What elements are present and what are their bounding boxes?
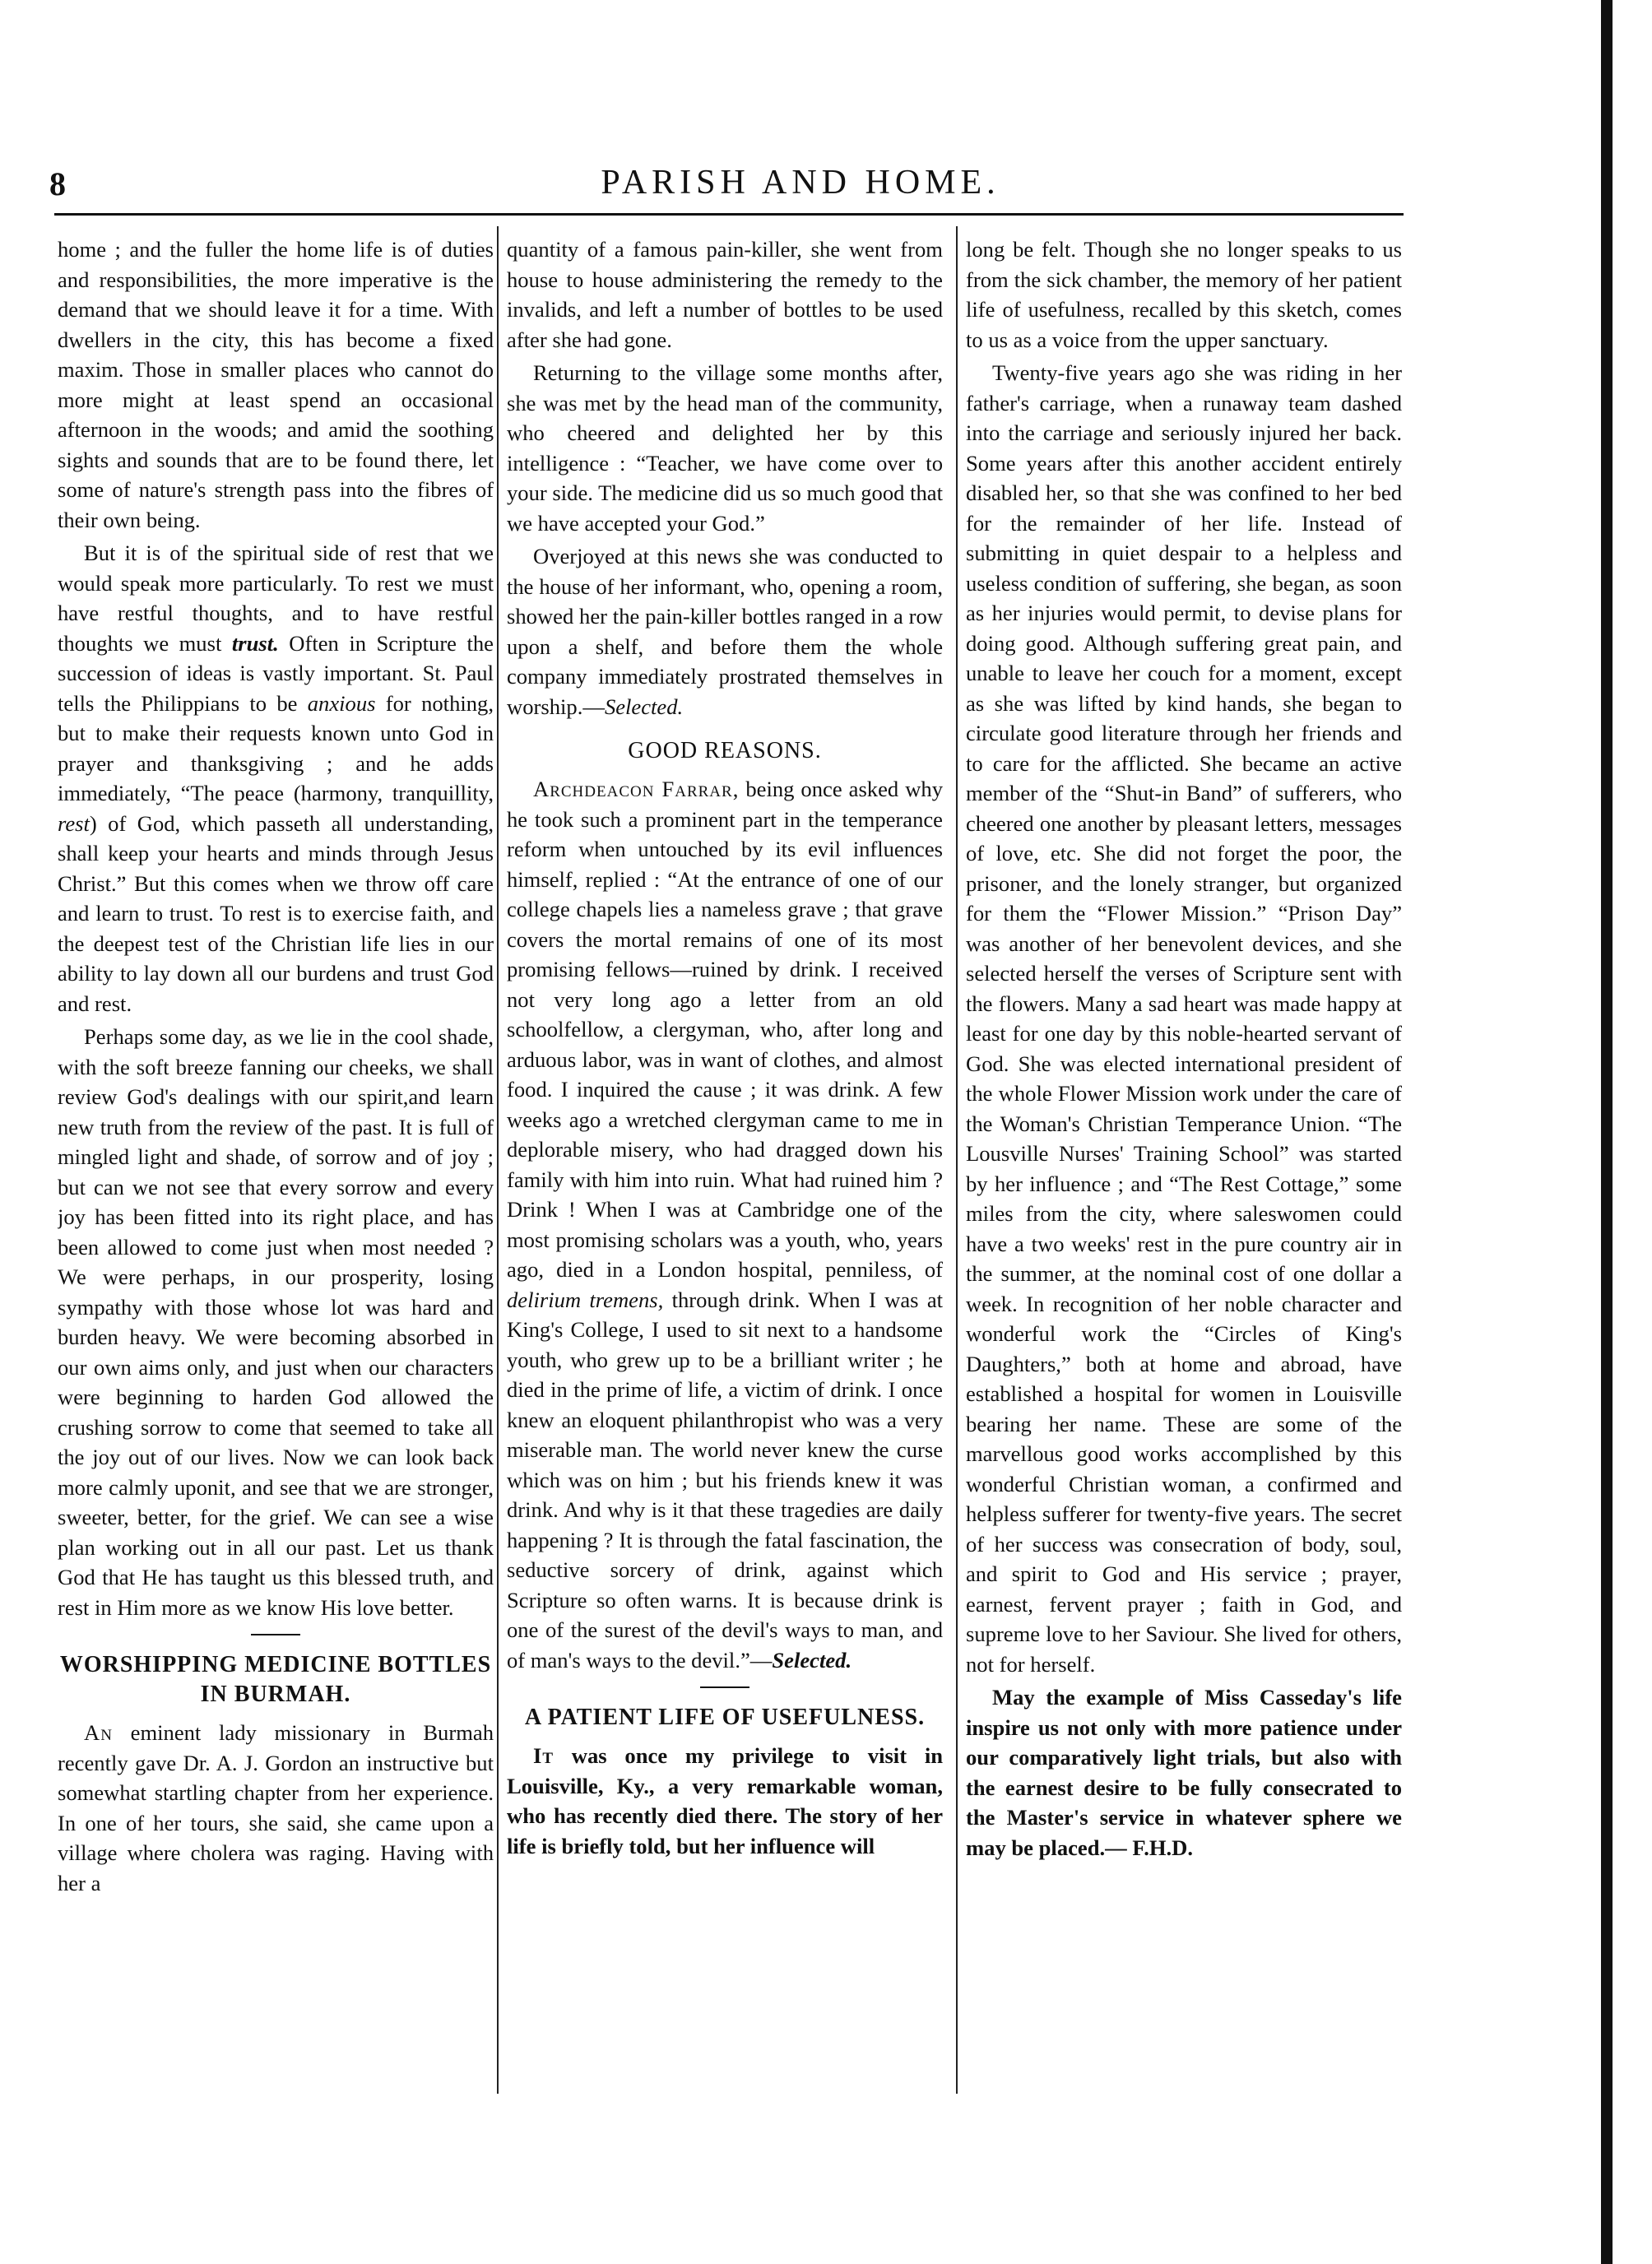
scan-edge-bar xyxy=(1601,0,1613,2264)
section-separator xyxy=(251,1634,300,1635)
column-2 xyxy=(507,234,943,2085)
paragraph: But it is of the spiritual side of rest that we would speak more particularly. To rest we must have restful thoughts, and to have restful thoughts we must trust. Often in Scripture the succession of ideas is vastly important. St. Paul tells the Philippians to be anxious for nothing, but to make their requests known unto God in prayer and thanksgiving ; and he adds immediately, “The peace (harmony, tranquillity, rest) of God, which passeth all understanding, shall keep your hearts and minds through Jesus Christ.” But this comes when we throw off care and learn to trust. To rest is to exercise faith, and the deepest test of the Christian life lies in our ability to lay down all our burdens and trust God and rest. xyxy=(58,540,494,1016)
paragraph: Overjoyed at this news she was conducted to the house of her informant, who, opening a room, showed her the pain-killer bottles ranged in a row upon a shelf, and before them the whole company immediately prostrated themselves in worship.—Selected. xyxy=(507,544,943,719)
section-separator xyxy=(700,1686,749,1688)
paragraph: An eminent lady missionary in Burmah recently gave Dr. A. J. Gordon an instructive but somewhat startling chapter from her experience. In one of her tours, she said, she came upon a village where cholera was raging. Having with her a xyxy=(58,1720,494,1895)
paragraph: Returning to the village some months after, she was met by the head man of the community, who cheered and delighted her by this intelligence : “Teacher, we have come over to your side. The medicine did us so much good that we have accepted your God.” xyxy=(507,360,943,536)
page-number: 8 xyxy=(49,165,66,202)
paragraph: May the example of Miss Casseday's life inspire us not only with more patience under our comparatively light trials, but also with the earnest desire to be fully consecrated to the Master's service in whatever sphere we may be placed.— F.H.D. xyxy=(966,1685,1402,1860)
section-heading: A PATIENT LIFE OF USEFULNESS. xyxy=(524,1705,926,1730)
paragraph: It was once my privilege to visit in Louisville, Ky., a very remarkable woman, who has recently died there. The story of her life is briefly told, but her influence will xyxy=(507,1743,943,1858)
paragraph: home ; and the fuller the home life is of duties and responsibilities, the more imperative is the demand that we should leave it for a time. With dwellers in the city, this has become a fixed maxim. Those in smaller places who cannot do more might at least spend an occasional afternoon in the woods; and amid the soothing sights and sounds that are to be found there, let some of nature's strength pass into the fibres of their own being. xyxy=(58,237,494,532)
paragraph: long be felt. Though she no longer speaks to us from the sick chamber, the memory of her patient life of usefulness, recalled by this sketch, comes to us as a voice from the upper sanctuary. xyxy=(966,237,1402,352)
paragraph: Perhaps some day, as we lie in the cool shade, with the soft breeze fanning our cheeks, we shall review God's dealings with our spirit,and learn new truth from the review of the past. It is full of mingled light and shade, of sorrow and of joy ; but can we not see that every sorrow and every joy has been fitted into its right place, and has been allowed to come just when most needed ? We were perhaps, in our prosperity, losing sympathy with those whose lot was hard and burden heavy. We were becoming absorbed in our own aims only, and just when our characters were beginning to harden God allowed the crushing sorrow to come that seemed to take all the joy out of our lives. Now we can look back more calmly uponit, and see that we are stronger, sweeter, better, for the grief. We can see a wise plan working out in all our past. Let us thank God that He has taught us this blessed truth, and rest in Him more as we know His love better. xyxy=(58,1024,494,1620)
column-1 xyxy=(58,234,494,2085)
section-heading: WORSHIPPING MEDICINE BOTTLES IN BURMAH. xyxy=(59,1652,492,1707)
page-title: PARISH AND HOME. xyxy=(601,164,1000,202)
header-rule xyxy=(54,213,1404,216)
column-divider-1 xyxy=(497,226,499,2094)
column-divider-2 xyxy=(956,226,958,2094)
section-heading: GOOD REASONS. xyxy=(628,738,822,763)
paragraph: Archdeacon Farrar, being once asked why he took such a prominent part in the temperance reform when untouched by its evil influences himself, replied : “At the entrance of one of our college chapels lies a nameless grave ; that grave covers the mortal remains of one of its most promising fellows—ruined by drink. I received not very long ago a letter from an old schoolfellow, a clergyman, who, after long and arduous labor, was in want of clothes, and almost food. I inquired the cause ; it was drink. A few weeks ago a wretched clergyman came to me in deplorable misery, who had dragged down his family with him into ruin. What had ruined him ? Drink ! When I was at Cambridge one of the most promising scholars was a youth, who, years ago, died in a London hospital, penniless, of delirium tremens, through drink. When I was at King's College, I used to sit next to a handsome youth, who grew up to be a brilliant writer ; he died in the prime of life, a victim of drink. I once knew an eloquent philanthropist who was a very miserable man. The world never knew the curse which was on him ; but his friends knew it was drink. And why is it that these tragedies are daily happening ? It is through the fatal fascination, the seductive sorcery of drink, against which Scripture so often warns. It is because drink is one of the surest of the devil's ways to man, and of man's ways to the devil.”—Selected. xyxy=(507,777,943,1672)
paragraph: Twenty-five years ago she was riding in her father's carriage, when a runaway team dashed into the carriage and seriously injured her back. Some years after this another accident entirely disabled her, so that she was confined to her bed for the remainder of her life. Instead of submitting in quiet despair to a helpless and useless condition of suffering, she began, as soon as her injuries would permit, to devise plans for doing good. Although suffering great pain, and unable to leave her couch for a moment, except as she was lifted by kind hands, she began to circulate good literature through her friends and to care for the afflicted. She became an active member of the “Shut-in Band” of sufferers, who cheered one another by pleasant letters, messages of love, etc. She did not forget the poor, the prisoner, and the lonely stranger, but organized for them the “Flower Mission.” “Prison Day” was another of her benevolent devices, and she selected herself the verses of Scripture sent with the flowers. Many a sad heart was made happy at least for one day by this noble-hearted servant of God. She was elected international president of the whole Flower Mission work under the care of the Woman's Christian Temperance Union. “The Lousville Nurses' Training School” was started by her influence ; and “The Rest Cottage,” some miles from the city, where saleswomen could have a two weeks' rest in the pure country air in the summer, at the nominal cost of one dollar a week. In recognition of her noble character and wonderful work the “Circles of King's Daughters,” both at home and abroad, have established a hospital for women in Louisville bearing her name. These are some of the marvellous good works accomplished by this wonderful Christian woman, a confirmed and helpless sufferer for twenty-five years. The secret of her success was consecration of body, soul, and spirit to God and His service ; prayer, earnest, fervent prayer ; faith in God, and supreme love to her Saviour. She lived for others, not for herself. xyxy=(966,360,1402,1677)
paragraph: quantity of a famous pain-killer, she went from house to house administering the remedy to the invalids, and left a number of bottles to be used after she had gone. xyxy=(507,237,943,352)
column-3 xyxy=(966,234,1402,2085)
